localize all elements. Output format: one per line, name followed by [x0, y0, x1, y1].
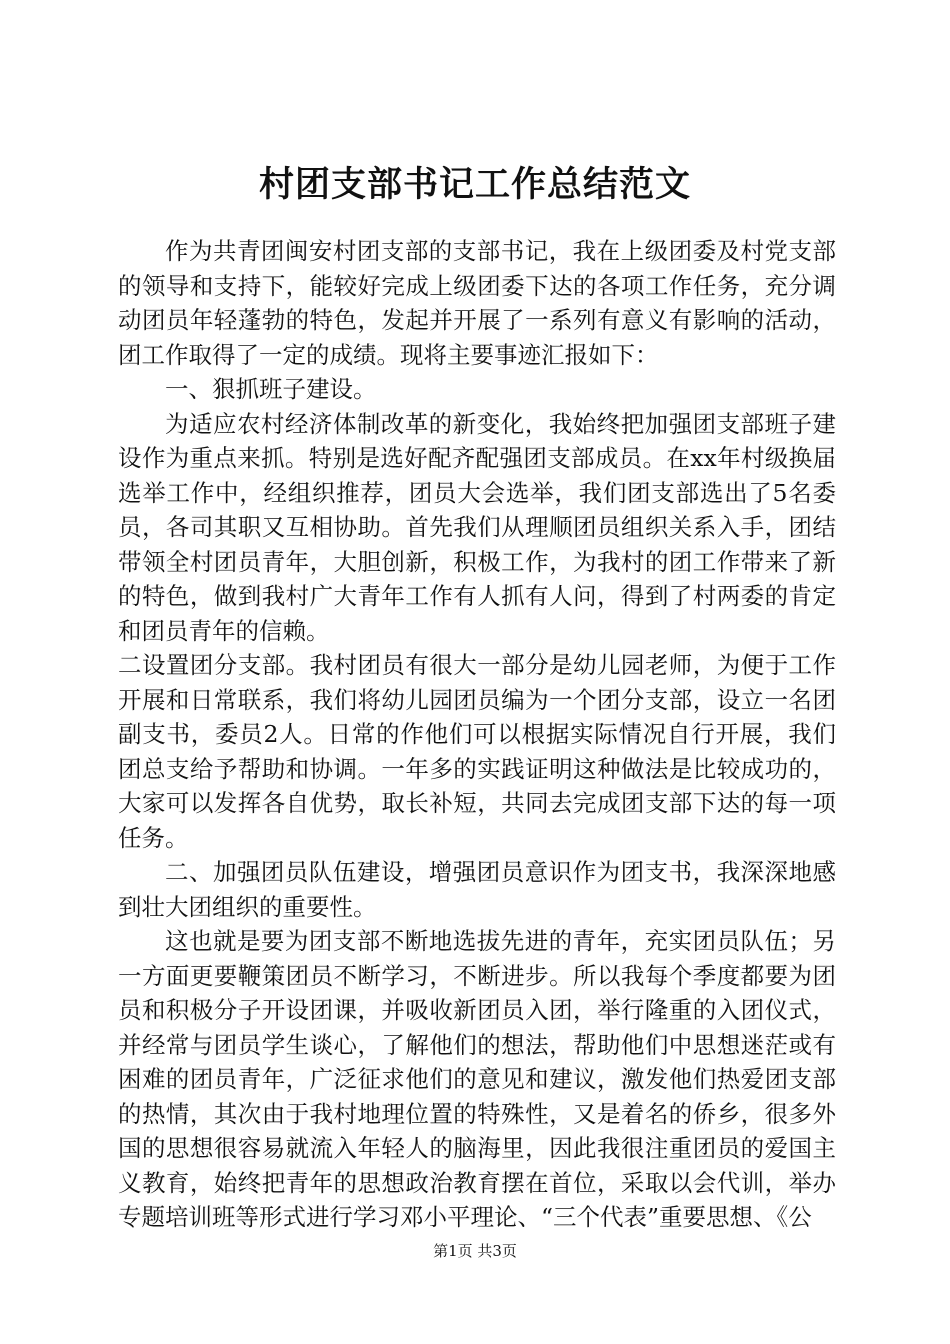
document-title: 村团支部书记工作总结范文	[258, 164, 691, 205]
paragraph-heading-1: 一、狠抓班子建设。	[165, 375, 377, 403]
paragraph-branch-setup: 二设置团分支部。我村团员有很大一部分是幼儿园老师，为便于工作开展和日常联系，我们将幼儿园团员编为一个团分支部，设立一名团副支书，委员2人。日常的作他们可以根据实际情况自行开展，我们团总支给予帮助和协调。一年多的实践证明这种做法是比较成功的，大家可以发挥各自优势，取长补短，共同去完成团支部下达的每一项任务。	[118, 651, 836, 852]
paragraph-heading-2: 二、加强团员队伍建设，增强团员意识作为团支书，我深深地感到壮大团组织的重要性。	[118, 858, 836, 921]
paragraph-member-building: 这也就是要为团支部不断地选拔先进的青年，充实团员队伍；另一方面更要鞭策团员不断学习，不断进步。所以我每个季度都要为团员和积极分子开设团课，并吸收新团员入团，举行隆重的入团仪式，并经常与团员学生谈心，了解他们的想法，帮助他们中思想迷茫或有困难的团员青年，广泛征求他们的意见和建议，激发他们热爱团支部的热情，其次由于我村地理位置的特殊性，又是着名的侨乡，很多外国的思想很容易就流入年轻人的脑海里，因此我很注重团员的爱国主义教育，始终把青年的思想政治教育摆在首位，采取以会代训，举办专题培训班等形式进行学习邓小平理论、“三个代表”重要思想、《公	[118, 927, 836, 1231]
page-footer: 第1页 共3页	[433, 1242, 517, 1260]
paragraph-intro: 作为共青团闽安村团支部的支部书记，我在上级团委及村党支部的领导和支持下，能较好完成上级团委下达的各项工作任务，充分调动团员年轻蓬勃的特色，发起并开展了一系列有意义有影响的活动，团工作取得了一定的成绩。现将主要事迹汇报如下：	[118, 237, 836, 369]
document-body	[118, 234, 836, 1235]
paragraph-team-building: 为适应农村经济体制改革的新变化，我始终把加强团支部班子建设作为重点来抓。特别是选好配齐配强团支部成员。在xx年村级换届选举工作中，经组织推荐，团员大会选举，我们团支部选出了5名委员，各司其职又互相协助。首先我们从理顺团员组织关系入手，团结带领全村团员青年，大胆创新，积极工作，为我村的团工作带来了新的特色，做到我村广大青年工作有人抓有人问，得到了村两委的肯定和团员青年的信赖。	[118, 409, 836, 645]
